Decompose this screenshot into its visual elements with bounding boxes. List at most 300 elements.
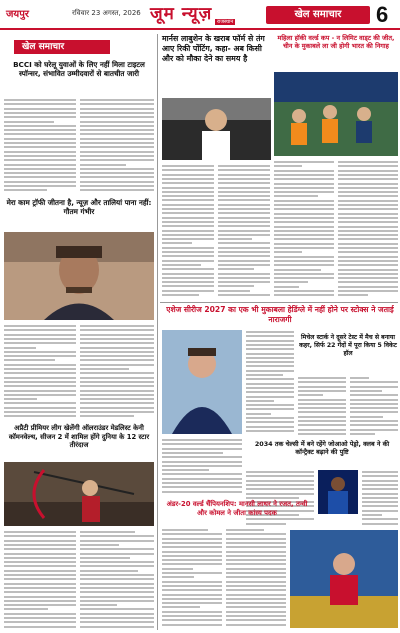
text-line	[4, 390, 76, 392]
top-story-headline: मार्नस लाबुशेन के खराब फॉर्म से तंग आए रिकी पोंटिंग, कहा- अब किसी और को मौका देने का समय है	[162, 34, 265, 63]
text-line	[274, 243, 334, 245]
text-line	[338, 174, 398, 176]
text-line	[226, 533, 286, 535]
text-line	[246, 480, 314, 482]
text-line	[4, 608, 48, 610]
text-line	[162, 443, 242, 445]
u20-story-body-2	[226, 528, 286, 628]
text-line	[4, 133, 76, 135]
text-line	[218, 255, 270, 257]
text-line	[80, 355, 154, 357]
text-line	[162, 551, 222, 553]
text-line	[80, 617, 154, 619]
text-line	[162, 538, 222, 540]
text-line	[162, 546, 222, 548]
text-line	[162, 191, 214, 193]
text-line	[80, 159, 154, 161]
wrestling-photo	[290, 530, 398, 628]
text-line	[162, 234, 214, 236]
text-line	[338, 170, 398, 172]
text-line	[4, 334, 76, 336]
text-line	[246, 523, 286, 525]
text-line	[80, 557, 130, 559]
text-line	[162, 247, 214, 249]
text-line	[162, 208, 214, 210]
text-line	[246, 378, 294, 380]
text-line	[80, 334, 154, 336]
u20-story-headline: अंडर-20 वर्ल्ड चैंपियनशिप: मानसी लाथर ने रजत, तन्वी और कोमल ने जीता कांस्य पदक	[166, 500, 308, 517]
text-line	[80, 103, 154, 105]
text-line	[4, 540, 76, 542]
text-line	[218, 165, 270, 167]
text-line	[80, 415, 134, 417]
text-line	[350, 420, 398, 422]
text-line	[338, 281, 398, 283]
text-line	[274, 217, 334, 219]
text-line	[274, 294, 334, 296]
text-line	[298, 433, 346, 435]
top-story-body-1	[162, 164, 214, 299]
text-line	[162, 251, 214, 253]
text-line	[80, 578, 154, 580]
archery-photo	[4, 462, 154, 526]
text-line	[80, 351, 154, 353]
archery-story-body-right	[80, 530, 154, 630]
text-line	[162, 598, 222, 600]
text-line	[226, 559, 286, 561]
text-line	[226, 572, 286, 574]
text-line	[274, 161, 334, 163]
text-line	[362, 505, 398, 507]
text-line	[338, 234, 398, 236]
archery-photo-illustration	[4, 462, 154, 526]
text-line	[4, 325, 76, 327]
text-line	[162, 533, 222, 535]
text-line	[338, 191, 398, 193]
text-line	[246, 493, 314, 495]
text-line	[246, 374, 283, 376]
text-line	[4, 142, 76, 144]
middle-story-divider	[160, 302, 398, 303]
text-line	[80, 116, 154, 118]
text-line	[162, 555, 222, 557]
text-line	[274, 273, 334, 275]
text-line	[246, 408, 294, 410]
text-line	[274, 286, 299, 288]
ponting-photo	[162, 98, 271, 160]
text-line	[338, 238, 398, 240]
text-line	[4, 574, 76, 576]
text-line	[80, 347, 154, 349]
text-line	[4, 398, 37, 400]
text-line	[80, 377, 154, 379]
text-line	[80, 411, 154, 413]
text-line	[218, 225, 270, 227]
text-line	[162, 439, 242, 441]
text-line	[226, 624, 286, 626]
text-line	[218, 290, 250, 292]
text-line	[218, 204, 270, 206]
text-line	[274, 260, 334, 262]
text-line	[80, 548, 154, 550]
text-line	[298, 411, 346, 413]
text-line	[274, 165, 302, 167]
pedro-photo	[318, 470, 358, 514]
text-line	[362, 497, 398, 499]
text-line	[162, 469, 209, 471]
text-line	[362, 475, 398, 477]
text-line	[162, 559, 222, 561]
page-number: 6	[376, 2, 389, 27]
text-line	[338, 247, 398, 249]
text-line	[80, 164, 126, 166]
text-line	[4, 626, 76, 628]
text-line	[226, 598, 286, 600]
text-line	[4, 600, 76, 602]
text-line	[246, 340, 294, 342]
text-line	[218, 169, 270, 171]
u20-story-body-1	[162, 528, 222, 628]
text-line	[246, 391, 294, 393]
text-line	[338, 165, 398, 167]
text-line	[4, 587, 76, 589]
text-line	[350, 403, 398, 405]
text-line	[274, 187, 334, 189]
text-line	[80, 540, 154, 542]
text-line	[274, 213, 334, 215]
text-line	[162, 290, 214, 292]
text-line	[218, 264, 270, 266]
text-line	[162, 165, 214, 167]
text-line	[162, 585, 222, 587]
text-line	[338, 290, 398, 292]
text-line	[162, 594, 222, 596]
text-line	[80, 125, 154, 127]
text-line	[226, 576, 286, 578]
text-line	[298, 394, 323, 396]
text-line	[274, 221, 334, 223]
text-line	[162, 281, 214, 283]
text-line	[162, 273, 214, 275]
text-line	[4, 613, 76, 615]
text-line	[162, 482, 242, 484]
text-line	[162, 624, 222, 626]
text-line	[80, 189, 154, 191]
text-line	[362, 501, 398, 503]
stokes-story-body-2	[162, 438, 242, 494]
text-line	[246, 396, 294, 398]
text-line	[162, 225, 214, 227]
pedro-story-body-1	[246, 470, 314, 528]
text-line	[218, 230, 270, 232]
text-line	[218, 187, 270, 189]
text-line	[338, 178, 398, 180]
text-line	[338, 260, 398, 262]
text-line	[162, 486, 242, 488]
text-line	[4, 364, 76, 366]
bcci-story-body-right	[80, 98, 154, 192]
text-line	[338, 200, 398, 202]
text-line	[362, 493, 398, 495]
text-line	[80, 565, 154, 567]
text-line	[162, 529, 208, 531]
text-line	[4, 548, 76, 550]
text-line	[226, 594, 286, 596]
text-line	[162, 611, 222, 613]
text-line	[226, 619, 286, 621]
text-line	[4, 155, 76, 157]
text-line	[298, 407, 346, 409]
text-line	[4, 338, 76, 340]
text-line	[162, 572, 222, 574]
text-line	[80, 394, 154, 396]
text-line	[162, 589, 222, 591]
wrestling-photo-illustration	[290, 530, 398, 628]
text-line	[4, 368, 76, 370]
text-line	[80, 570, 138, 572]
text-line	[226, 611, 286, 613]
text-line	[80, 185, 154, 187]
text-line	[80, 381, 154, 383]
text-line	[80, 342, 154, 344]
text-line	[338, 183, 398, 185]
text-line	[80, 99, 154, 101]
text-line	[362, 484, 398, 486]
text-line	[226, 568, 286, 570]
text-line	[162, 212, 214, 214]
text-line	[4, 125, 76, 127]
starc-story-body-1	[298, 376, 346, 436]
text-line	[80, 574, 154, 576]
hockey-photo	[274, 72, 398, 156]
text-line	[218, 221, 270, 223]
text-line	[246, 413, 271, 415]
text-line	[362, 480, 398, 482]
text-line	[350, 429, 398, 431]
text-line	[338, 230, 398, 232]
text-line	[162, 217, 214, 219]
text-line	[338, 187, 398, 189]
text-line	[274, 204, 334, 206]
text-line	[350, 386, 398, 388]
text-line	[218, 242, 270, 244]
text-line	[80, 544, 119, 546]
text-line	[80, 591, 154, 593]
text-line	[80, 390, 154, 392]
text-line	[162, 615, 222, 617]
text-line	[80, 402, 154, 404]
text-line	[274, 238, 334, 240]
masthead-section-label: खेल समाचार	[266, 6, 370, 24]
text-line	[4, 535, 76, 537]
archery-story-headline: अप्रैटी प्रीमियर लीग खेलेंगी ऑलराउंडर मेडलिस्ट केनी कॉमनवेल्थ, सीजन 2 में शामिल होंगे दुनिया के 12 स्टार तीरंदाज	[8, 424, 150, 450]
text-line	[338, 264, 398, 266]
text-line	[80, 535, 154, 537]
text-line	[350, 433, 375, 435]
text-line	[226, 551, 286, 553]
text-line	[4, 415, 76, 417]
text-line	[274, 256, 334, 258]
text-line	[274, 200, 334, 202]
bcci-story-body-left	[4, 98, 76, 192]
text-line	[80, 398, 154, 400]
stokes-story-headline: एशेज सीरीज 2027 का एक भी मुकाबला हेडिंग्ले में नहीं होने पर स्टोक्स ने जताई नाराजगी	[166, 305, 394, 324]
text-line	[226, 581, 286, 583]
text-line	[218, 208, 270, 210]
text-line	[298, 399, 346, 401]
hockey-story-headline: महिला हॉकी वर्ल्ड कप - न लिमिट वाड्ट की जीत, चीन के मुकाबले ला जी होगी भारत की निगाह	[277, 34, 395, 51]
text-line	[80, 604, 117, 606]
text-line	[274, 269, 321, 271]
text-line	[362, 514, 382, 516]
text-line	[4, 189, 47, 191]
pedro-photo-illustration	[318, 470, 358, 514]
text-line	[80, 129, 154, 131]
text-line	[162, 563, 222, 565]
text-line	[80, 338, 154, 340]
ponting-photo-illustration	[162, 98, 271, 160]
text-line	[274, 230, 334, 232]
text-line	[80, 181, 154, 183]
text-line	[162, 452, 223, 454]
text-line	[4, 561, 76, 563]
text-line	[80, 553, 154, 555]
text-line	[298, 420, 346, 422]
gambhir-story-headline: मेरा काम ट्रॉफी जीतना है, न्यूज़ और तालियां पाना नहीं: गौतम गंभीर	[6, 198, 152, 217]
text-line	[350, 424, 398, 426]
text-line	[298, 390, 346, 392]
stokes-story-body-1	[246, 330, 294, 434]
text-line	[246, 331, 294, 333]
text-line	[80, 168, 154, 170]
text-line	[162, 182, 214, 184]
text-line	[274, 174, 334, 176]
text-line	[80, 583, 154, 585]
text-line	[162, 581, 222, 583]
text-line	[218, 260, 270, 262]
text-line	[4, 531, 76, 533]
text-line	[80, 359, 154, 361]
text-line	[4, 168, 76, 170]
text-line	[218, 294, 270, 296]
text-line	[338, 286, 398, 288]
text-line	[362, 488, 398, 490]
gambhir-photo-illustration	[4, 232, 154, 320]
text-line	[338, 213, 398, 215]
text-line	[226, 538, 286, 540]
text-line	[362, 471, 398, 473]
text-line	[246, 370, 294, 372]
text-line	[218, 212, 270, 214]
text-line	[246, 497, 299, 499]
text-line	[4, 342, 76, 344]
text-line	[162, 473, 242, 475]
text-line	[298, 381, 346, 383]
pedro-story-headline: 2034 तक चेल्सी में बने रहेंगे जोआओ पेड्रो, क्लब ने की कॉन्ट्रैक्ट बढ़ाने की पुष्टि	[254, 440, 390, 457]
text-line	[226, 589, 286, 591]
text-line	[274, 170, 334, 172]
text-line	[350, 407, 398, 409]
text-line	[162, 221, 214, 223]
text-line	[362, 523, 398, 525]
text-line	[350, 381, 398, 383]
text-line	[162, 255, 214, 257]
text-line	[298, 416, 346, 418]
starc-story-body-2	[350, 376, 398, 436]
text-line	[218, 217, 270, 219]
text-line	[246, 361, 294, 363]
text-line	[4, 129, 76, 131]
gambhir-photo	[4, 232, 154, 320]
text-line	[4, 146, 76, 148]
text-line	[218, 182, 270, 184]
text-line	[246, 383, 294, 385]
text-line	[338, 256, 398, 258]
text-line	[162, 199, 214, 201]
hockey-story-body-1	[274, 160, 334, 300]
text-line	[338, 204, 398, 206]
hockey-photo-illustration	[274, 72, 398, 156]
starc-story-headline: मिचेल स्टार्क ने दूसरे टेस्ट में मैच से बनाया कहर, सिर्फ 22 गेंदों में पूरा किया 5 विकेट हॉल	[299, 334, 397, 357]
text-line	[274, 195, 318, 197]
text-line	[162, 619, 222, 621]
text-line	[162, 204, 214, 206]
text-line	[246, 484, 314, 486]
text-line	[4, 557, 76, 559]
text-line	[226, 602, 286, 604]
text-line	[4, 181, 76, 183]
text-line	[362, 510, 398, 512]
text-line	[162, 277, 214, 279]
text-line	[274, 234, 334, 236]
text-line	[4, 329, 76, 331]
text-line	[246, 404, 294, 406]
text-line	[4, 121, 54, 123]
bcci-story-headline: BCCI को घरेलू युवाओं के लिए नहीं मिला टाइटल स्पॉन्सर, संभावित उम्मीदवारों से बातचीत जारी	[13, 60, 145, 79]
pedro-story-body-2	[362, 470, 398, 528]
text-line	[218, 285, 254, 287]
text-line	[4, 617, 76, 619]
text-line	[162, 230, 214, 232]
text-line	[4, 355, 76, 357]
text-line	[4, 151, 76, 153]
text-line	[80, 133, 154, 135]
text-line	[4, 172, 76, 174]
text-line	[162, 285, 214, 287]
text-line	[274, 208, 334, 210]
text-line	[80, 613, 154, 615]
text-line	[338, 221, 398, 223]
text-line	[4, 596, 76, 598]
text-line	[246, 353, 294, 355]
text-line	[4, 553, 76, 555]
text-line	[4, 621, 76, 623]
hockey-story-body-2	[338, 160, 398, 300]
text-line	[274, 251, 302, 253]
text-line	[274, 247, 334, 249]
left-section-label: खेल समाचार	[14, 40, 110, 54]
text-line	[4, 381, 76, 383]
text-line	[218, 178, 270, 180]
text-line	[226, 542, 286, 544]
text-line	[338, 217, 398, 219]
text-line	[4, 591, 76, 593]
text-line	[4, 359, 55, 361]
text-line	[274, 264, 334, 266]
text-line	[4, 570, 76, 572]
text-line	[246, 426, 294, 428]
text-line	[162, 187, 214, 189]
